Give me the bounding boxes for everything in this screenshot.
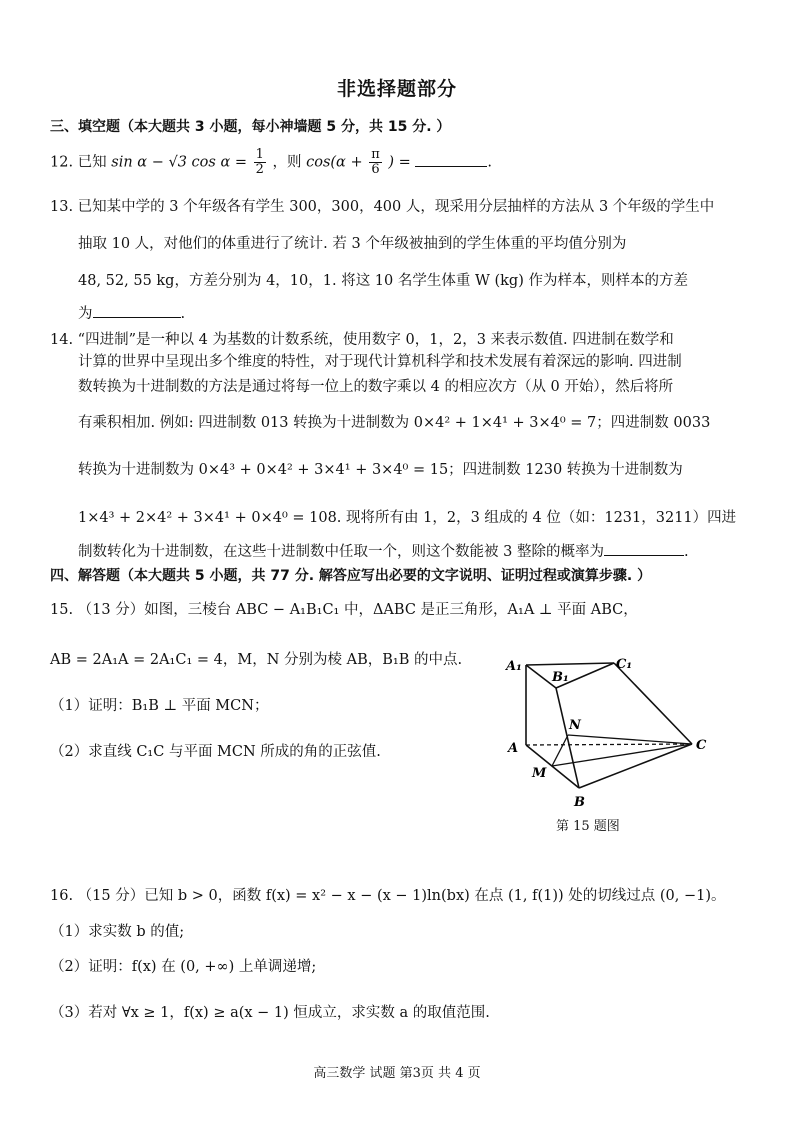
q14-answer-blank: [604, 541, 684, 556]
label-C: C: [696, 738, 707, 753]
q16-line1: 16. （15 分）已知 b > 0，函数 f(x) = x² − x − (x − 1)ln(bx) 在点 (1, f(1)) 处的切线过点 (0, −1)。: [50, 888, 726, 904]
q14-line7-text: 制数转化为十进制数，在这些十进制数中任取一个，则这个数能被 3 整除的概率为: [78, 544, 604, 560]
edge-m-c: [552, 744, 692, 766]
q12-mid: ，则: [272, 154, 302, 171]
q12-frac-den: 2: [255, 162, 264, 177]
q14-line1: 14. “四进制”是一种以 4 为基数的计数系统，使用数字 0，1，2，3 来表示数值. 四进制在数学和: [50, 332, 674, 348]
q14-line3: 数转换为十进制数的方法是通过将每一位上的数字乘以 4 的相应次方（从 0 开始），然后将所: [78, 379, 674, 395]
q15-figure: [496, 648, 736, 813]
label-A1: A₁: [506, 659, 522, 674]
q16-part2: （2）证明：f(x) 在 (0, +∞) 上单调递增;: [50, 959, 317, 975]
q13-line3: 48, 52, 55 kg，方差分别为 4，10，1. 将这 10 名学生体重 W (kg) 作为样本，则样本的方差: [78, 273, 688, 289]
q12-prefix: 12. 已知: [50, 154, 107, 171]
page-footer: 高三数学 试题 第3页 共 4 页: [313, 1066, 481, 1081]
q12-expr1: sin α − √3 cos α =: [111, 154, 247, 171]
q12-expr2-end: ) =: [388, 154, 411, 171]
q13-answer-blank: [93, 303, 181, 318]
q12-frac2-den: 6: [371, 162, 380, 177]
label-B1: B₁: [552, 670, 569, 685]
label-N: N: [569, 718, 581, 733]
q16-part3: （3）若对 ∀x ≥ 1，f(x) ≥ a(x − 1) 恒成立，求实数 a 的取值范围.: [50, 1005, 490, 1021]
q15-figure-caption: 第 15 题图: [556, 819, 620, 834]
q14-line4: 有乘积相加. 例如: 四进制数 013 转换为十进制数为 0×4² + 1×4¹ + 3×4⁰ = 7；四进制数 0033: [78, 415, 711, 431]
label-M: M: [532, 766, 547, 781]
q12-frac-num: 1: [255, 147, 264, 162]
question-12: [50, 148, 492, 177]
q14-line6: 1×4³ + 2×4² + 3×4¹ + 0×4⁰ = 108. 现将所有由 1，2，3 组成的 4 位（如：1231，3211）四进: [78, 510, 737, 526]
edge-c1-c: [614, 663, 692, 744]
edge-m-n: [552, 735, 568, 766]
q15-part2: （2）求直线 C₁C 与平面 MCN 所成的角的正弦值.: [50, 744, 381, 760]
q13-line1: 13. 已知某中学的 3 个年级各有学生 300，300，400 人，现采用分层抽样的方法从 3 个年级的学生中: [50, 199, 715, 215]
q13-line4-prefix: 为: [78, 306, 93, 322]
q14-line7-end: .: [683, 544, 689, 560]
q14-line2: 计算的世界中呈现出多个维度的特性，对于现代计算机科学和技术发展有着深远的影响. 四进制: [78, 354, 682, 370]
edge-a-c-hidden: [526, 744, 692, 745]
q15-part1: （1）证明：B₁B ⊥ 平面 MCN；: [50, 698, 269, 714]
edge-n-c: [568, 735, 692, 744]
q15-line1: 15. （13 分）如图，三棱台 ABC − A₁B₁C₁ 中，ΔABC 是正三角形，A₁A ⊥ 平面 ABC，: [50, 602, 638, 618]
q12-frac2-num: π: [371, 147, 380, 162]
q15-line2: AB = 2A₁A = 2A₁C₁ = 4，M，N 分别为棱 AB，B₁B 的中点.: [50, 652, 463, 668]
q12-expr2: cos(α +: [306, 154, 363, 171]
q14-line7: [78, 541, 689, 562]
label-B: B: [574, 795, 585, 810]
q13-line4-end: .: [180, 306, 186, 322]
q16-part1: （1）求实数 b 的值;: [50, 924, 185, 940]
edge-a1-c1: [526, 663, 614, 665]
q12-fraction-2: [369, 148, 382, 177]
section3-heading: 三、填空题（本大题共 3 小题，每小神墙题 5 分，共 15 分. ）: [50, 119, 451, 135]
section4-heading: 四、解答题（本大题共 5 小题，共 77 分. 解答应写出必要的文字说明、证明过程或演算步骤. ）: [50, 568, 652, 584]
q12-end: .: [487, 154, 493, 171]
q12-fraction: [254, 148, 266, 177]
page-title: 非选择题部分: [336, 78, 457, 100]
label-A: A: [508, 741, 519, 756]
q13-line4: [78, 303, 185, 324]
label-C1: C₁: [616, 657, 633, 672]
q12-answer-blank: [415, 152, 487, 167]
edge-b-c: [579, 744, 692, 788]
q14-line5: 转换为十进制数为 0×4³ + 0×4² + 3×4¹ + 3×4⁰ = 15；四进制数 1230 转换为十进制数为: [78, 462, 683, 478]
q13-line2: 抽取 10 人，对他们的体重进行了统计. 若 3 个年级被抽到的学生体重的平均值分别为: [78, 236, 627, 252]
